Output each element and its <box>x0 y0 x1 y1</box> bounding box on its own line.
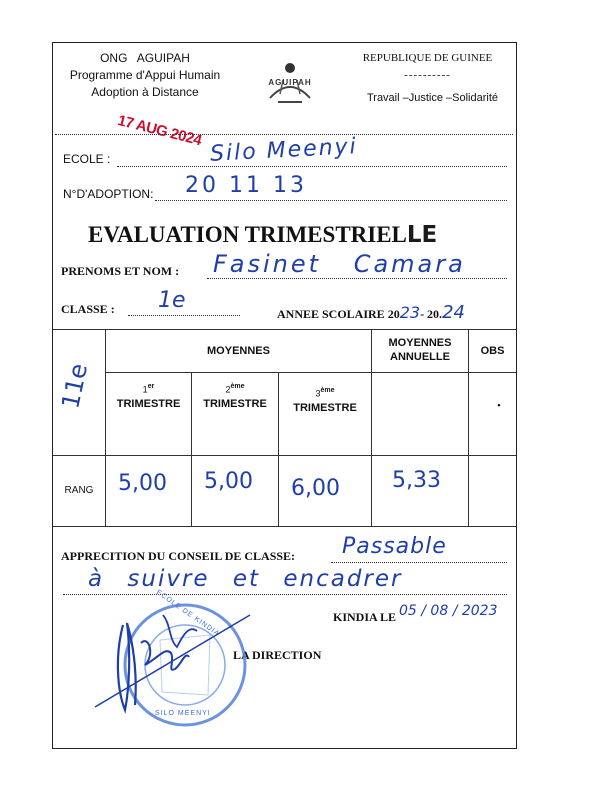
kindia-label: KINDIA LE <box>333 610 397 624</box>
appreciation-label: APPRECITION DU CONSEIL DE CLASSE: <box>61 549 296 563</box>
page-title <box>88 222 437 248</box>
republic-dashes: ---------- <box>404 69 451 81</box>
annee-start: 23 <box>399 303 421 322</box>
classe-line <box>128 315 240 316</box>
title-suffix: LE <box>406 222 438 248</box>
appreciation-value-2: à suivre et encadrer <box>88 566 403 592</box>
table-col-line-1 <box>105 329 106 526</box>
trimestre-1-header <box>106 380 191 411</box>
annual-value: 5,33 <box>392 468 441 493</box>
moyennes-annuelle-header: MOYENNES ANNUELLE <box>388 337 452 363</box>
director-signature <box>85 595 255 720</box>
header-left <box>55 50 235 101</box>
header-right <box>345 50 510 84</box>
ecole-value: Silo Meenyi <box>209 134 359 167</box>
trimestre-3-label: TRIMESTRE <box>293 401 357 414</box>
title-main: EVALUATION TRIMESTRIEL <box>88 222 407 247</box>
kindia-date: 05 / 08 / 2023 <box>399 603 498 619</box>
class-side-label: 11e <box>56 360 94 412</box>
name-value: Fasinet Camara <box>213 250 466 278</box>
trimestre-2-number: 2 <box>225 384 231 395</box>
classe-value: 1e <box>158 288 186 313</box>
adoption-number-label: N°D'ADOPTION: <box>63 187 154 201</box>
trimestre-3-sup: ème <box>320 387 335 394</box>
adoption-line <box>155 200 507 201</box>
seal-text-top: ECOLE DE KINDIA <box>154 588 221 639</box>
trimestre-1-sup: er <box>147 383 155 390</box>
logo-text: AGUIPAH <box>268 78 312 87</box>
date-stamp: 17 AUG 2024 <box>115 112 204 150</box>
appreciation-value-1: Passable <box>342 534 447 559</box>
moyennes-header: MOYENNES <box>207 345 270 357</box>
classe-label: CLASSE : <box>61 302 115 316</box>
ecole-label: ECOLE : <box>63 152 111 166</box>
trimestre-2-sup: ème <box>230 383 245 390</box>
programme-name: Programme d'Appui Humain <box>69 68 221 82</box>
motto: Travail –Justice –Solidarité <box>366 92 499 104</box>
trimestre-2-label: TRIMESTRE <box>203 397 267 410</box>
trimestre-1-label: TRIMESTRE <box>116 397 181 410</box>
rang-label: RANG <box>64 485 94 496</box>
annee-end: 24 <box>442 302 465 323</box>
appreciation-line-1 <box>331 562 507 563</box>
table-top-border <box>53 329 516 330</box>
signature-graphic <box>85 595 255 720</box>
table-row-line-1 <box>105 372 516 373</box>
trimestre-1-value: 5,00 <box>118 471 167 496</box>
annee-scolaire <box>277 302 465 323</box>
trimestre-3-value: 6,00 <box>291 476 340 501</box>
ecole-line <box>117 166 507 167</box>
annee-mid: - 20. <box>420 307 443 321</box>
adoption-number-value: 20 11 13 <box>185 173 307 198</box>
annee-label: ANNEE SCOLAIRE 20 <box>277 307 400 321</box>
obs-header: OBS <box>480 345 505 357</box>
trimestre-3-header <box>279 384 371 415</box>
header-separator <box>55 134 513 135</box>
adoption-label: Adoption à Distance <box>91 85 199 99</box>
table-row-line-2 <box>53 455 516 456</box>
table-bottom-border <box>53 526 516 527</box>
obs-mark: • <box>497 400 501 410</box>
name-label: PRENOMS ET NOM : <box>61 264 180 278</box>
trimestre-2-header <box>192 380 278 411</box>
seal-text-bottom: SILO MEENYI <box>155 710 211 717</box>
trimestre-3-number: 3 <box>315 388 321 399</box>
ong-name: ONG AGUIPAH <box>100 51 190 65</box>
direction-label: LA DIRECTION <box>233 648 322 662</box>
trimestre-1-number: 1 <box>142 384 148 395</box>
table-col-line-5 <box>468 329 469 526</box>
aguipah-logo <box>250 58 330 108</box>
name-line <box>207 278 507 279</box>
trimestre-2-value: 5,00 <box>204 469 253 494</box>
republic-title: REPUBLIQUE DE GUINEE <box>362 52 493 64</box>
